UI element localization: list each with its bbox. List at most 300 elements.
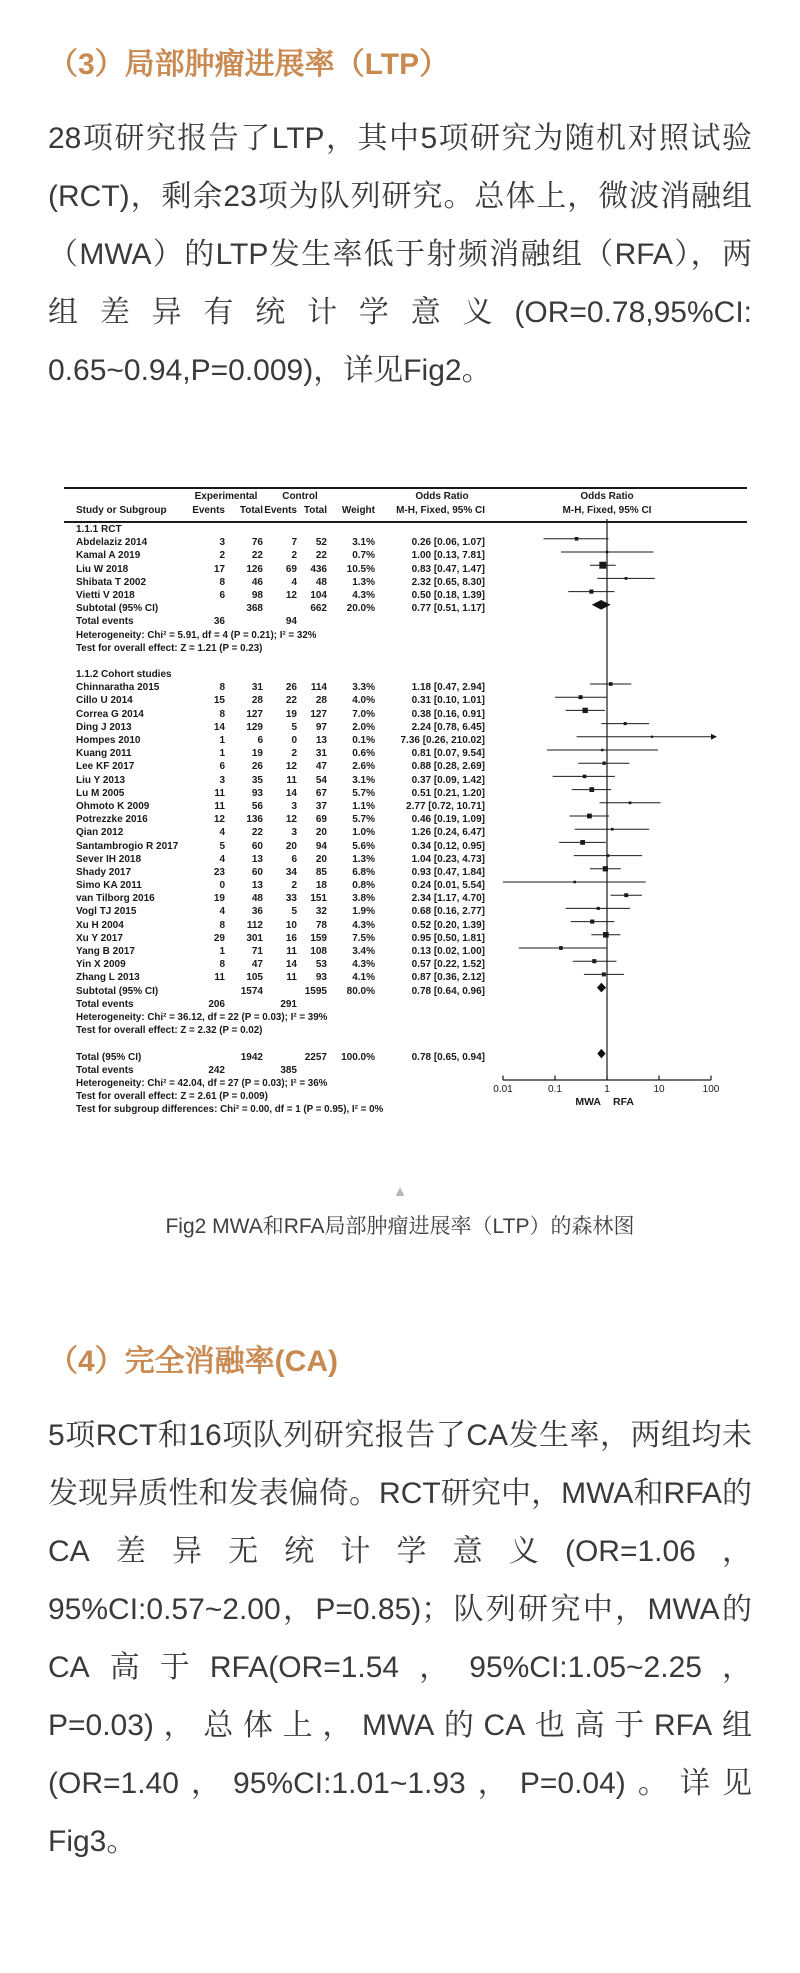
control-total: 31 (315, 748, 327, 760)
experimental-total: 47 (251, 959, 263, 971)
experimental-events: 242 (208, 1064, 225, 1076)
control-events: 19 (285, 708, 297, 720)
experimental-total: 26 (251, 761, 263, 773)
control-total: 53 (315, 959, 327, 971)
forest-row (64, 1011, 747, 1024)
forest-row (64, 892, 747, 905)
control-events: 2 (291, 550, 297, 562)
study-label: Xu Y 2017 (76, 932, 123, 944)
control-total: 20 (315, 827, 327, 839)
study-label: Correa G 2014 (76, 708, 144, 720)
odds-ratio-text: 0.38 [0.16, 0.91] (411, 708, 485, 720)
weight-value: 1.1% (352, 800, 375, 812)
study-label: Qian 2012 (76, 827, 124, 839)
experimental-total: 76 (251, 537, 263, 549)
experimental-events: 19 (213, 893, 225, 905)
weight-value: 80.0% (346, 985, 375, 997)
odds-ratio-text: 0.46 [0.19, 1.09] (411, 814, 485, 826)
study-label: Simo KA 2011 (76, 880, 142, 892)
study-label: Liu W 2018 (76, 563, 129, 575)
control-events: 7 (291, 537, 297, 549)
forest-row (64, 958, 747, 971)
study-label: Subtotal (95% CI) (76, 603, 159, 615)
control-total: 662 (310, 603, 327, 615)
forest-row (64, 708, 747, 721)
forest-row (64, 866, 747, 879)
control-events: 11 (286, 774, 297, 786)
collapse-triangle-icon: ▲ (392, 1183, 408, 1200)
odds-ratio-text: 0.26 [0.06, 1.07] (411, 537, 485, 549)
experimental-total: 19 (251, 748, 263, 760)
forest-row (64, 602, 747, 615)
study-label: Santambrogio R 2017 (76, 840, 179, 852)
weight-value: 3.1% (352, 774, 375, 786)
odds-ratio-text: 1.04 [0.23, 4.73] (411, 853, 485, 865)
control-events: 2 (291, 748, 297, 760)
study-label: Zhang L 2013 (76, 972, 140, 984)
experimental-events: 29 (213, 932, 225, 944)
experimental-events: 8 (219, 576, 225, 588)
control-total: 114 (310, 682, 327, 694)
forest-row (64, 905, 747, 918)
control-events: 22 (285, 695, 297, 707)
study-label: Ding J 2013 (76, 721, 132, 733)
svg-text:RFA: RFA (613, 1096, 634, 1108)
odds-ratio-text: 2.32 [0.65, 8.30] (411, 576, 485, 588)
study-label: Cillo U 2014 (76, 695, 133, 707)
control-events: 5 (291, 906, 297, 918)
forest-row (64, 589, 747, 602)
odds-ratio-text: 1.18 [0.47, 2.94] (411, 682, 485, 694)
forest-plot-figure (64, 487, 747, 1159)
odds-ratio-text: 0.68 [0.16, 2.77] (411, 906, 485, 918)
weight-value: 0.7% (352, 550, 375, 562)
experimental-events: 5 (219, 840, 225, 852)
section4-heading: （4）完全消融率(CA) (48, 1345, 338, 1378)
odds-ratio-text: 0.78 [0.65, 0.94] (411, 1051, 485, 1063)
forest-row (64, 734, 747, 747)
experimental-total: 56 (251, 800, 263, 812)
forest-row (64, 971, 747, 984)
experimental-total: 112 (246, 919, 263, 931)
weight-value: 0.1% (352, 735, 375, 746)
forest-row (64, 642, 747, 655)
odds-ratio-text: 1.26 [0.24, 6.47] (411, 827, 485, 839)
svg-text:MWA: MWA (575, 1096, 601, 1108)
control-total: 97 (315, 721, 327, 733)
control-events: 94 (285, 616, 297, 628)
weight-value: 4.1% (352, 972, 375, 984)
forest-row (64, 694, 747, 707)
weight-value: 10.5% (346, 563, 375, 575)
control-total: 67 (315, 787, 327, 799)
control-events: 12 (285, 589, 297, 601)
forest-row (64, 1037, 747, 1050)
study-label: Total (95% CI) (76, 1051, 142, 1063)
study-label: Yin X 2009 (76, 959, 126, 971)
forest-row (64, 853, 747, 866)
odds-ratio-text: 2.77 [0.72, 10.71] (406, 800, 485, 812)
study-label: Kamal A 2019 (76, 550, 141, 562)
weight-value: 4.3% (352, 919, 375, 931)
weight-value: 100.0% (341, 1051, 375, 1063)
control-events: 33 (285, 893, 297, 905)
section3-heading: （3）局部肿瘤进展率（LTP） (48, 48, 450, 81)
forest-row (64, 549, 747, 562)
study-label: van Tilborg 2016 (76, 893, 155, 905)
svg-text:0.1: 0.1 (548, 1084, 562, 1095)
forest-row (64, 998, 747, 1011)
experimental-total: 6 (257, 735, 263, 746)
weight-value: 1.3% (352, 853, 375, 865)
odds-ratio-text: 0.24 [0.01, 5.54] (411, 880, 485, 892)
forest-row (64, 1090, 747, 1103)
weight-value: 5.7% (352, 814, 375, 826)
weight-value: 2.0% (352, 721, 375, 733)
forest-row (64, 1103, 747, 1116)
forest-row (64, 615, 747, 628)
svg-text:100: 100 (702, 1084, 720, 1095)
experimental-events: 1 (219, 946, 225, 957)
header-events-control: Events (264, 505, 297, 516)
header-study-or-subgroup: Study or Subgroup (76, 505, 167, 516)
odds-ratio-text: 0.51 [0.21, 1.20] (411, 787, 485, 799)
control-total: 85 (315, 866, 327, 878)
weight-value: 3.4% (352, 946, 375, 957)
figure-caption: Fig2 MWA和RFA局部肿瘤进展率（LTP）的森林图 (165, 1215, 635, 1238)
forest-row (64, 721, 747, 734)
forest-row (64, 536, 747, 549)
forest-row (64, 826, 747, 839)
weight-value: 0.6% (352, 748, 375, 760)
experimental-total: 22 (251, 550, 263, 562)
study-label: Vogl TJ 2015 (76, 906, 137, 918)
experimental-events: 12 (213, 814, 225, 826)
experimental-total: 105 (246, 972, 263, 984)
forest-row (64, 813, 747, 826)
forest-row (64, 1051, 747, 1064)
study-label: Lee KF 2017 (76, 761, 135, 773)
experimental-total: 98 (251, 589, 263, 601)
control-total: 78 (315, 919, 327, 931)
forest-row (64, 1024, 747, 1037)
weight-value: 4.3% (352, 959, 375, 971)
control-events: 14 (285, 959, 297, 971)
forest-row (64, 945, 747, 958)
control-events: 12 (285, 761, 297, 773)
odds-ratio-text: 0.87 [0.36, 2.12] (411, 972, 485, 984)
header-weight: Weight (341, 505, 375, 516)
experimental-total: 1942 (240, 1051, 263, 1063)
control-total: 52 (315, 537, 327, 549)
study-label: Subtotal (95% CI) (76, 985, 159, 997)
study-label: Liu Y 2013 (76, 774, 126, 786)
experimental-events: 36 (213, 616, 225, 628)
weight-value: 5.7% (352, 787, 375, 799)
experimental-events: 8 (219, 708, 225, 720)
control-total: 159 (310, 932, 327, 944)
control-events: 3 (291, 800, 297, 812)
control-total: 18 (315, 880, 327, 892)
forest-row (64, 1077, 747, 1090)
control-total: 108 (310, 946, 327, 957)
control-events: 20 (285, 840, 297, 852)
control-total: 37 (315, 800, 327, 812)
odds-ratio-text: 0.93 [0.47, 1.84] (411, 866, 485, 878)
odds-ratio-text: 0.34 [0.12, 0.95] (411, 840, 485, 852)
header-experimental: Experimental (194, 491, 258, 502)
header-control: Control (282, 491, 318, 502)
control-events: 291 (280, 998, 297, 1010)
experimental-events: 1 (219, 735, 225, 746)
experimental-total: 13 (251, 880, 263, 892)
study-label: 1.1.2 Cohort studies (76, 669, 172, 681)
control-total: 93 (315, 972, 327, 984)
odds-ratio-text: 0.50 [0.18, 1.39] (411, 589, 485, 601)
study-label: Heterogeneity: Chi² = 5.91, df = 4 (P = 0.21); I² = 32% (76, 629, 317, 641)
experimental-events: 3 (219, 774, 225, 786)
weight-value: 7.5% (352, 932, 375, 944)
experimental-events: 17 (213, 563, 225, 575)
study-label: Test for overall effect: Z = 1.21 (P = 0.23) (76, 642, 263, 654)
weight-value: 2.6% (352, 761, 375, 773)
study-label: Ohmoto K 2009 (76, 800, 150, 812)
control-events: 11 (286, 946, 297, 957)
study-label: Total events (76, 998, 134, 1010)
experimental-events: 2 (219, 550, 225, 562)
study-label: Test for overall effect: Z = 2.32 (P = 0.02) (76, 1025, 263, 1037)
control-total: 1595 (304, 985, 327, 997)
odds-ratio-text: 0.78 [0.64, 0.96] (411, 985, 485, 997)
weight-value: 7.0% (352, 708, 375, 720)
experimental-total: 36 (251, 906, 263, 918)
experimental-total: 60 (251, 840, 263, 852)
experimental-events: 8 (219, 959, 225, 971)
control-events: 69 (285, 563, 297, 575)
control-events: 11 (286, 972, 297, 984)
weight-value: 1.9% (352, 906, 375, 918)
study-label: Heterogeneity: Chi² = 36.12, df = 22 (P = 0.03); I² = 39% (76, 1011, 328, 1023)
experimental-events: 4 (219, 827, 225, 839)
control-events: 2 (291, 880, 297, 892)
odds-ratio-text: 0.83 [0.47, 1.47] (411, 563, 485, 575)
weight-value: 3.8% (352, 893, 375, 905)
control-events: 16 (285, 932, 297, 944)
forest-row (64, 681, 747, 694)
forest-row (64, 985, 747, 998)
forest-row (64, 629, 747, 642)
study-label: Shady 2017 (76, 866, 132, 878)
experimental-events: 11 (214, 972, 225, 984)
control-total: 28 (315, 695, 327, 707)
header-odds-ratio-text: Odds Ratio (415, 491, 469, 502)
study-label: Total events (76, 1064, 134, 1076)
experimental-total: 60 (251, 866, 263, 878)
experimental-events: 8 (219, 682, 225, 694)
experimental-total: 13 (251, 853, 263, 865)
odds-ratio-text: 0.81 [0.07, 9.54] (411, 748, 485, 760)
svg-text:10: 10 (653, 1084, 665, 1095)
weight-value: 5.6% (352, 840, 375, 852)
forest-row (64, 932, 747, 945)
control-events: 6 (291, 853, 297, 865)
experimental-total: 1574 (240, 985, 263, 997)
control-total: 436 (310, 563, 327, 575)
study-label: Test for subgroup differences: Chi² = 0.00, df = 1 (P = 0.95), I² = 0% (76, 1104, 384, 1116)
control-events: 3 (291, 827, 297, 839)
experimental-total: 127 (246, 708, 263, 720)
control-events: 12 (285, 814, 297, 826)
experimental-events: 6 (219, 761, 225, 773)
odds-ratio-text: 0.88 [0.28, 2.69] (411, 761, 485, 773)
weight-value: 4.0% (352, 695, 375, 707)
odds-ratio-text: 0.13 [0.02, 1.00] (411, 946, 485, 957)
control-total: 54 (315, 774, 327, 786)
header-total-control: Total (303, 505, 327, 516)
experimental-total: 46 (251, 576, 263, 588)
study-label: Abdelaziz 2014 (76, 537, 148, 549)
header-ci-text: M-H, Fixed, 95% CI (396, 505, 485, 516)
forest-rows (64, 523, 747, 1116)
header-events-experimental: Events (192, 505, 225, 516)
control-total: 94 (315, 840, 327, 852)
experimental-events: 1 (219, 748, 225, 760)
study-label: Heterogeneity: Chi² = 42.04, df = 27 (P = 0.03); I² = 36% (76, 1077, 328, 1089)
forest-row (64, 760, 747, 773)
forest-row (64, 919, 747, 932)
control-events: 10 (285, 919, 297, 931)
study-label: 1.1.1 RCT (76, 524, 122, 535)
weight-value: 4.3% (352, 589, 375, 601)
study-label: Xu H 2004 (76, 919, 124, 931)
study-label: Total events (76, 616, 134, 628)
odds-ratio-text: 0.95 [0.50, 1.81] (411, 932, 485, 944)
experimental-total: 22 (251, 827, 263, 839)
header-ci-graph: M-H, Fixed, 95% CI (562, 505, 652, 516)
forest-row (64, 879, 747, 892)
section4-paragraph: 5项RCT和16项队列研究报告了CA发生率，两组均未发现异质性和发表偏倚。RCT研究中，MWA和RFA的CA差异无统计学意义(OR=1.06，95%CI:0.57~2.00，P=0.85)；队列研究中，MWA的CA高于RFA(OR=1.54，95%CI:1.05~2.25，P=0.03)，总体上，MWA的CA也高于RFA组(OR=1.40，95%CI:1.01~1.93，P=0.04)。详见Fig3。 (48, 1419, 752, 1858)
odds-ratio-text: 0.37 [0.09, 1.42] (411, 774, 485, 786)
forest-row (64, 774, 747, 787)
study-label: Hompes 2010 (76, 735, 141, 746)
control-total: 48 (315, 576, 327, 588)
control-events: 26 (285, 682, 297, 694)
study-label: Yang B 2017 (76, 946, 135, 957)
weight-value: 3.3% (352, 682, 375, 694)
experimental-events: 4 (219, 853, 225, 865)
control-events: 14 (285, 787, 297, 799)
experimental-events: 11 (214, 787, 225, 799)
study-label: Sever IH 2018 (76, 853, 142, 865)
odds-ratio-text: 0.77 [0.51, 1.17] (411, 603, 485, 615)
control-total: 20 (315, 853, 327, 865)
experimental-events: 23 (213, 866, 225, 878)
odds-ratio-text: 1.00 [0.13, 7.81] (411, 550, 485, 562)
svg-text:0.01: 0.01 (493, 1084, 513, 1095)
experimental-total: 35 (251, 774, 263, 786)
experimental-total: 301 (246, 932, 263, 944)
weight-value: 1.3% (352, 576, 375, 588)
study-label: Shibata T 2002 (76, 576, 147, 588)
experimental-total: 71 (251, 946, 263, 957)
control-total: 151 (310, 893, 327, 905)
control-total: 69 (315, 814, 327, 826)
experimental-total: 28 (251, 695, 263, 707)
study-label: Potrezzke 2016 (76, 814, 148, 826)
section3-paragraph: 28项研究报告了LTP，其中5项研究为随机对照试验(RCT)，剩余23项为队列研究。总体上，微波消融组（MWA）的LTP发生率低于射频消融组（RFA），两组差异有统计学意义(OR=0.78,95%CI: 0.65~0.94,P=0.009)，详见Fig2。 (48, 122, 752, 387)
experimental-events: 4 (219, 906, 225, 918)
weight-value: 20.0% (346, 603, 375, 615)
study-label: Kuang 2011 (76, 748, 132, 760)
forest-row (64, 800, 747, 813)
control-events: 34 (285, 866, 297, 878)
forest-row (64, 563, 747, 576)
experimental-events: 14 (213, 721, 225, 733)
experimental-total: 368 (246, 603, 263, 615)
control-total: 104 (310, 589, 327, 601)
control-events: 4 (291, 576, 297, 588)
experimental-events: 8 (219, 919, 225, 931)
weight-value: 0.8% (352, 880, 375, 892)
odds-ratio-text: 7.36 [0.26, 210.02] (400, 735, 485, 746)
experimental-total: 31 (251, 682, 263, 694)
weight-value: 3.1% (352, 537, 375, 549)
study-label: Lu M 2005 (76, 787, 125, 799)
forest-row (64, 523, 747, 536)
header-total-experimental: Total (239, 505, 263, 516)
experimental-events: 11 (214, 800, 225, 812)
control-total: 2257 (304, 1051, 327, 1063)
forest-row (64, 655, 747, 668)
experimental-events: 206 (208, 998, 225, 1010)
control-total: 13 (315, 735, 327, 746)
weight-value: 6.8% (352, 866, 375, 878)
forest-row (64, 1064, 747, 1077)
forest-row (64, 840, 747, 853)
control-total: 127 (310, 708, 327, 720)
weight-value: 1.0% (352, 827, 375, 839)
experimental-total: 126 (246, 563, 263, 575)
control-total: 22 (315, 550, 327, 562)
study-label: Vietti V 2018 (76, 589, 135, 601)
experimental-total: 129 (246, 721, 263, 733)
study-label: Test for overall effect: Z = 2.61 (P = 0.009) (76, 1091, 268, 1103)
experimental-events: 15 (213, 695, 225, 707)
control-events: 0 (291, 735, 297, 746)
odds-ratio-text: 0.31 [0.10, 1.01] (411, 695, 485, 707)
forest-row (64, 747, 747, 760)
experimental-events: 0 (219, 880, 225, 892)
odds-ratio-text: 2.34 [1.17, 4.70] (411, 893, 485, 905)
odds-ratio-text: 0.52 [0.20, 1.39] (411, 919, 485, 931)
odds-ratio-text: 0.57 [0.22, 1.52] (411, 959, 485, 971)
experimental-total: 136 (246, 814, 263, 826)
study-label: Chinnaratha 2015 (76, 682, 160, 694)
odds-ratio-text: 2.24 [0.78, 6.45] (411, 721, 485, 733)
forest-header (64, 487, 747, 523)
experimental-events: 3 (219, 537, 225, 549)
experimental-total: 93 (251, 787, 263, 799)
svg-text:1: 1 (604, 1084, 610, 1095)
control-events: 385 (280, 1064, 297, 1076)
control-events: 5 (291, 721, 297, 733)
forest-row (64, 576, 747, 589)
experimental-events: 6 (219, 589, 225, 601)
control-total: 47 (315, 761, 327, 773)
header-odds-ratio-graph: Odds Ratio (580, 491, 634, 502)
forest-row (64, 668, 747, 681)
experimental-total: 48 (251, 893, 263, 905)
